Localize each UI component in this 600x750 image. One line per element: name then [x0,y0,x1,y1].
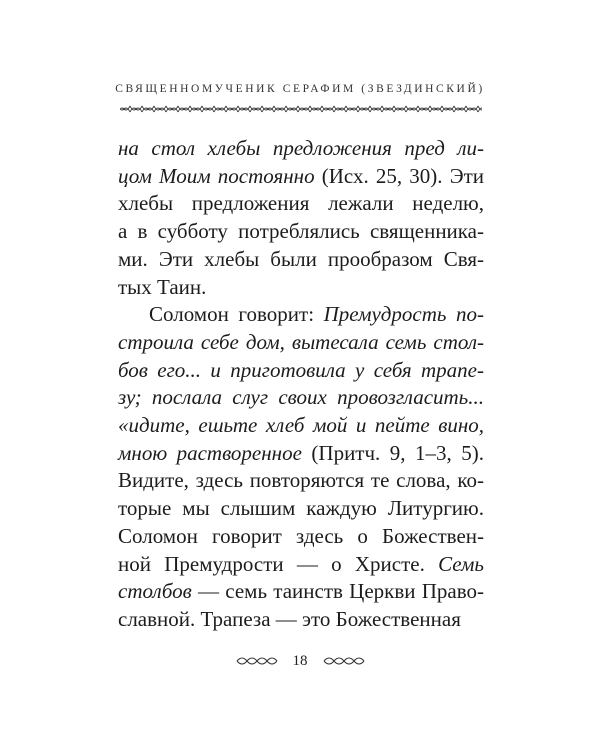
text-line [118,523,484,551]
text-line [118,467,484,495]
text-line [118,551,484,579]
italic-run: на стол хлебы предложения пред ли- [118,136,484,160]
text-line [118,606,484,634]
italic-run: Семь [438,551,484,576]
text-run: Соломон говорит: [149,302,324,327]
text-line [118,357,484,385]
italic-run: Премудрость по- [323,302,484,327]
text-line [118,274,484,302]
text-line [118,301,484,329]
italic-run: цом Моим постоянно [118,163,315,188]
italic-run: бов его... и приготовила у себя трапе- [118,357,484,382]
text-line [118,384,484,412]
text-run: славной. Трапеза — это Божественная [118,606,461,631]
text-run: Соломон говорит здесь о Божествен- [118,523,484,548]
right-folio-ornament-icon [322,655,366,667]
text-line [118,412,484,440]
text-run: (Исх. 25, 30). Эти [314,163,485,188]
text-run: ми. Эти хлебы были прообразом Свя- [118,246,484,271]
ornament-rule [118,104,484,114]
text-line [118,135,484,163]
left-folio-ornament-icon [235,655,279,667]
text-line [118,163,484,191]
italic-run: столбов [118,579,192,604]
text-run: — семь таинств Церкви Право- [191,579,484,604]
text-line [118,495,484,523]
text-line [118,329,484,357]
running-head: СВЯЩЕННОМУЧЕНИК СЕРАФИМ (ЗВЕЗДИНСКИЙ) [115,83,485,95]
text-run: Видите, здесь повторяются те слова, ко- [118,468,484,493]
text-run: а в субботу потреблялись священника- [118,219,484,244]
text-run: (Притч. 9, 1–3, 5). [301,440,484,465]
text-run: ной Премудрости — о Христе. [118,551,439,576]
text-run: хлебы предложения лежали неделю, [118,191,484,216]
text-line [118,440,484,468]
folio [0,650,600,672]
italic-run: зу; послала слуг своих провозгласить... [118,385,484,410]
body-text [118,135,484,634]
text-line [118,246,484,274]
text-line [118,190,484,218]
text-line [118,578,484,606]
italic-run: «идите, ешьте хлеб мой и пейте вино, [118,413,484,438]
text-line [118,218,484,246]
text-run: торые мы слышим каждую Литургию. [118,496,484,521]
page-number: 18 [292,652,308,669]
italic-run: мною растворенное [118,440,302,465]
italic-run: строила себе дом, вытесала семь стол- [118,329,484,354]
text-run: тых Таин. [118,274,207,299]
